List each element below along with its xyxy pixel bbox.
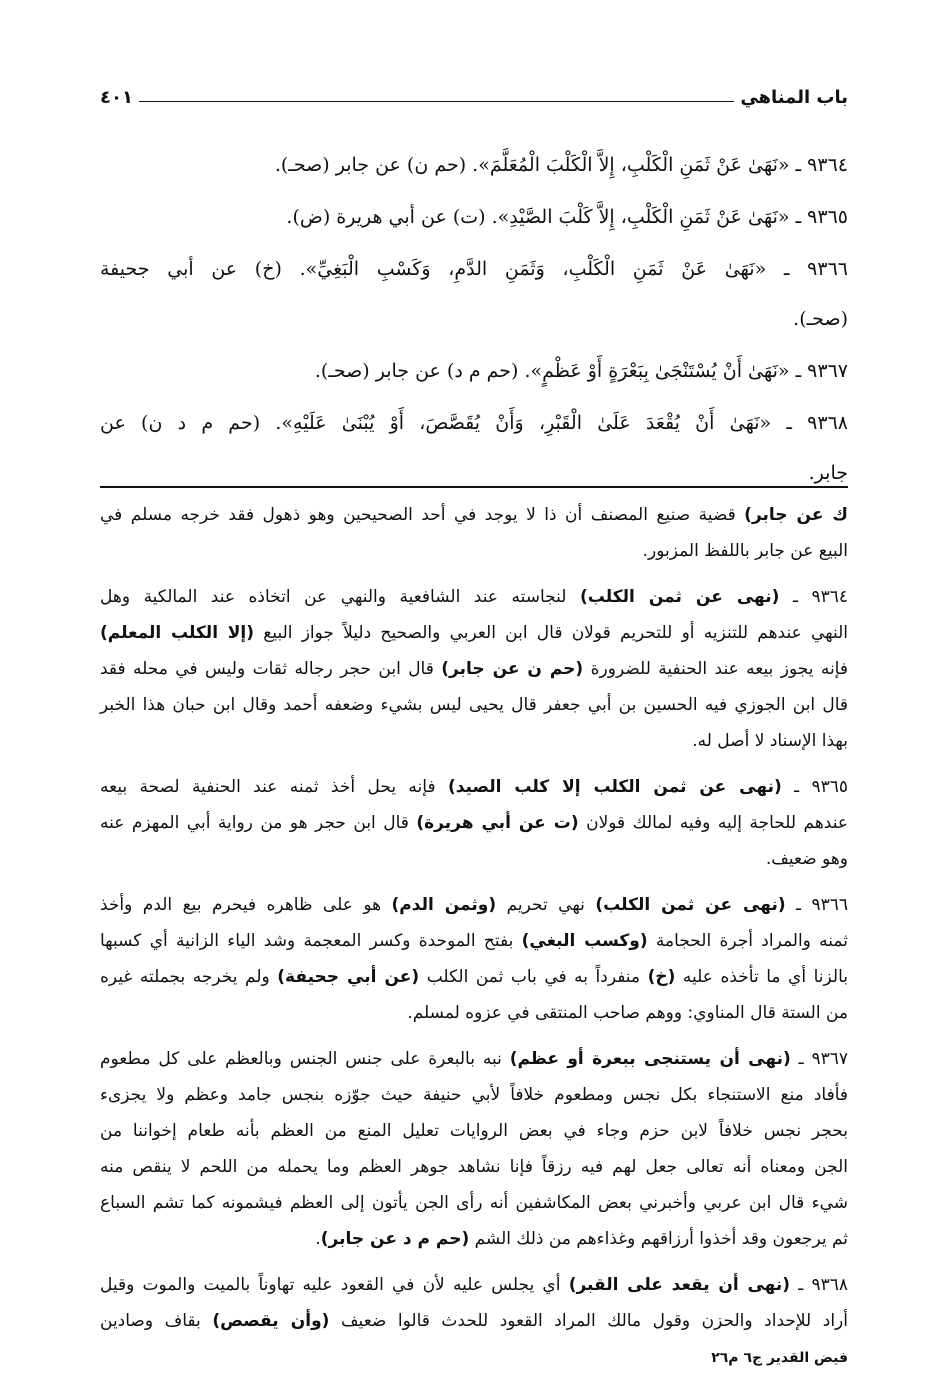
text-line — [100, 841, 848, 877]
text-segment: . — [315, 1229, 321, 1249]
text-segment: فأفاد منع الاستنجاء بكل نجس ومطعوم خلافاً لأبي حنيفة حيث جوّزه بنجس جامد وعظم ولا يجزىء — [100, 1085, 848, 1105]
text-segment: بحجر نجس خلافاً لابن حزم وجاء في بعض الروايات تعليل المنع من العظم بأنه طعام إخواننا من — [100, 1121, 848, 1141]
text-segment: الجن ومعناه أنه تعالى جعل لهم فيه رزقاً فإنا نشاهد جوهر العظم وما يحمله من اللحم لا ينقص منه — [100, 1157, 848, 1177]
text-segment: ٩٣٦٤ ـ — [779, 587, 848, 607]
text-segment: وهو ضعيف. — [765, 849, 848, 869]
text-segment: ٩٣٦٨ ـ — [790, 1275, 848, 1295]
bold-quote-segment: (حم ن عن جابر) — [441, 659, 584, 679]
text-segment: النهي عندهم للتنزيه أو للتحريم قولان قال ابن العربي والصحيح دليلاً جواز البيع — [254, 623, 848, 643]
bold-quote-segment: (إلا الكلب المعلم) — [100, 623, 255, 643]
text-line — [100, 615, 848, 651]
text-line — [100, 1221, 848, 1257]
text-segment: ثمنه والمراد أجرة الحجامة — [647, 931, 848, 951]
text-line — [100, 398, 848, 448]
bold-quote-segment: (عن أبي جحيفة) — [277, 967, 420, 987]
text-segment: (صحـ). — [793, 308, 848, 330]
bold-quote-segment: (حم م د عن جابر) — [320, 1229, 470, 1249]
text-segment: بالزنا أي ما تأخذه عليه — [675, 967, 848, 987]
commentary-paragraph — [100, 497, 848, 569]
bold-quote-segment: (نهى عن ثمن الكلب) — [579, 587, 780, 607]
bold-quote-segment: (وكسب البغي) — [521, 931, 648, 951]
text-line — [100, 1041, 848, 1077]
text-segment: منفرداً به في باب ثمن الكلب — [419, 967, 648, 987]
bold-quote-segment: (نهى أن يقعد على القبر) — [568, 1275, 791, 1295]
text-segment: ٩٣٦٤ ـ «نَهَىٰ عَنْ ثَمَنِ الْكَلْبِ، إِلاَّ الْكَلْبَ الْمُعَلَّمَ». (حم ن) عن جابر (صحـ). — [274, 154, 848, 176]
hadith-text-section — [100, 140, 848, 500]
text-line — [100, 887, 848, 923]
text-segment: نهي تحريم — [496, 895, 596, 915]
text-segment: ٩٣٦٦ ـ «نَهَىٰ عَنْ ثَمَنِ الْكَلْبِ، وَثَمَنِ الدَّمِ، وَكَسْبِ الْبَغِيِّ». (خ) عن أبي جحيفة — [100, 258, 848, 280]
text-segment: فإنه يجوز بيعه عند الحنفية للضرورة — [583, 659, 848, 679]
text-line — [100, 923, 848, 959]
text-segment: ٩٣٦٨ ـ «نَهَىٰ أَنْ يُقْعَدَ عَلَىٰ الْقَبْرِ، وَأَنْ يُقَصَّصَ، أَوْ يُبْنَىٰ عَلَيْهِ». (حم م د ن) عن — [100, 412, 848, 434]
text-segment: ٩٣٦٧ ـ — [790, 1049, 848, 1069]
commentary-paragraph — [100, 769, 848, 877]
text-line — [100, 192, 848, 242]
text-line — [100, 140, 848, 190]
text-line — [100, 448, 848, 498]
text-line — [100, 995, 848, 1031]
text-line — [100, 723, 848, 759]
text-line — [100, 244, 848, 294]
text-line — [100, 769, 848, 805]
text-segment: البيع عن جابر باللفظ المزبور. — [642, 541, 848, 561]
text-segment: قال ابن الجوزي فيه الحسين بن أبي جعفر قال يحيى ليس بشيء وضعفه أحمد وقال ابن حبان هذا الخبر — [100, 695, 848, 715]
text-line — [100, 579, 848, 615]
text-line — [100, 651, 848, 687]
text-segment: جابر. — [808, 462, 848, 484]
bold-quote-segment: (وثمن الدم) — [391, 895, 497, 915]
text-segment: شيء قال ابن عربي وأخبرني بعض المكاشفين أنه رأى الجن يأتون إلى العظم فيشمونه كما تشم السباع — [100, 1193, 848, 1213]
footer-signature: فيض القدير ج٦ م٢٦ — [711, 1350, 848, 1366]
text-segment: لنجاسته عند الشافعية والنهي عن اتخاذه عند المالكية وهل — [100, 587, 580, 607]
text-segment: أي يجلس عليه لأن في القعود عليه تهاوناً بالميت والموت وقيل — [100, 1275, 569, 1295]
commentary-section — [100, 497, 848, 1349]
text-line — [100, 1149, 848, 1185]
bold-quote-segment: (خ) — [647, 967, 676, 987]
text-line — [100, 346, 848, 396]
text-segment: ٩٣٦٥ ـ — [781, 777, 849, 797]
commentary-paragraph — [100, 1041, 848, 1257]
text-segment: أراد للإحداد والحزن وقول مالك المراد القعود للحدث قالوا ضعيف — [329, 1311, 848, 1331]
hadith-entry — [100, 140, 848, 190]
bold-quote-segment: ك عن جابر) — [744, 505, 848, 525]
chapter-title: باب المناهي — [740, 87, 848, 108]
text-line — [100, 1267, 848, 1303]
text-line — [100, 1185, 848, 1221]
text-line — [100, 533, 848, 569]
bold-quote-segment: (وأن يقصص) — [212, 1311, 330, 1331]
bold-quote-segment: (نهى عن ثمن الكلب إلا كلب الصيد) — [447, 777, 782, 797]
text-line — [100, 805, 848, 841]
bold-quote-segment: (ت عن أبي هريرة) — [416, 813, 579, 833]
page-number: ٤٠١ — [100, 87, 133, 108]
text-segment: من الستة قال المناوي: ووهم صاحب المنتقى في عزوه لمسلم. — [407, 1003, 848, 1023]
text-segment: ولم يخرجه بجملته غيره — [100, 967, 278, 987]
header-rule — [139, 101, 734, 102]
text-segment: ثم يرجعون وقد أخذوا أرزاقهم وغذاءهم من ذلك الشم — [469, 1229, 848, 1249]
text-segment: قال ابن حجر رجاله ثقات وليس في محله فقد — [100, 659, 442, 679]
text-line — [100, 294, 848, 344]
text-line — [100, 1113, 848, 1149]
text-segment: ٩٣٦٥ ـ «نَهَىٰ عَنْ ثَمَنِ الْكَلْبِ، إِلاَّ كَلْبَ الصَّيْدِ». (ت) عن أبي هريرة (ض). — [286, 206, 848, 228]
text-segment: نبه بالبعرة على جنس الجنس وبالعظم على كل مطعوم — [100, 1049, 510, 1069]
text-segment: بهذا الإسناد لا أصل له. — [692, 731, 848, 751]
text-segment: قضية صنيع المصنف أن ذا لا يوجد في أحد الصحيحين وهو ذهول فقد خرجه مسلم في — [100, 505, 745, 525]
text-line — [100, 687, 848, 723]
text-segment: بقاف وصادين — [100, 1311, 213, 1331]
text-line — [100, 1077, 848, 1113]
running-header — [100, 82, 848, 108]
text-segment: هو على ظاهره فيحرم بيع الدم وأخذ — [100, 895, 392, 915]
text-segment: فإنه يحل أخذ ثمنه عند الحنفية لصحة بيعه — [100, 777, 448, 797]
bold-quote-segment: (نهى أن يستنجى ببعرة أو عظم) — [509, 1049, 791, 1069]
section-divider — [100, 486, 848, 488]
hadith-entry — [100, 346, 848, 396]
hadith-entry — [100, 192, 848, 242]
text-line — [100, 497, 848, 533]
text-segment: بفتح الموحدة وكسر المعجمة وشد الياء الزانية أي كسبها — [100, 931, 522, 951]
text-segment: ٩٣٦٦ ـ — [785, 895, 849, 915]
bold-quote-segment: (نهى عن ثمن الكلب) — [595, 895, 786, 915]
text-line — [100, 959, 848, 995]
hadith-entry — [100, 398, 848, 498]
commentary-paragraph — [100, 579, 848, 759]
commentary-paragraph — [100, 887, 848, 1031]
hadith-entry — [100, 244, 848, 344]
commentary-paragraph — [100, 1267, 848, 1339]
text-segment: قال ابن حجر هو من رواية أبي المهزم عنه — [100, 813, 417, 833]
text-line — [100, 1303, 848, 1339]
text-segment: ٩٣٦٧ ـ «نَهَىٰ أَنْ يُسْتَنْجَىٰ بِبَعْرَةٍ أَوْ عَظْمٍ». (حم م د) عن جابر (صحـ). — [314, 360, 848, 382]
text-segment: عندهم للحاجة إليه وفيه لمالك قولان — [578, 813, 848, 833]
